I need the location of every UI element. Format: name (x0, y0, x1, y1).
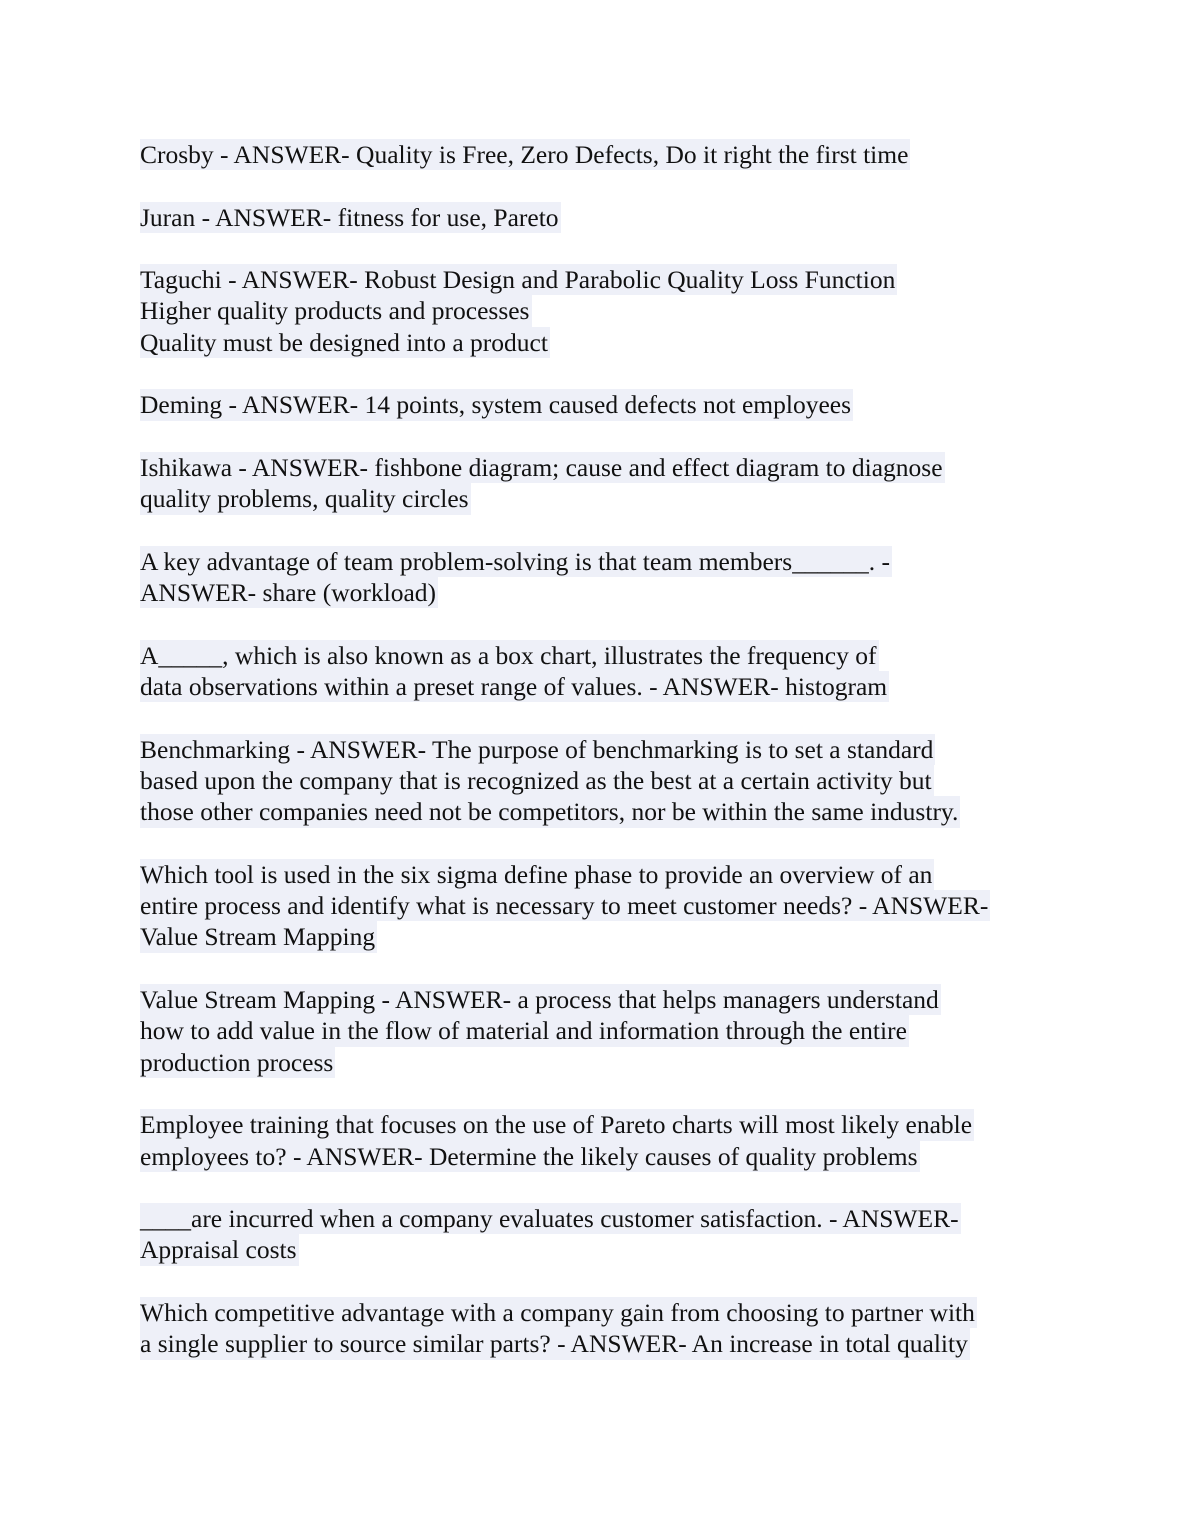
qa-line: Crosby - ANSWER- Quality is Free, Zero Defects, Do it right the first time (140, 140, 909, 169)
qa-line: Benchmarking - ANSWER- The purpose of benchmarking is to set a standard (140, 734, 934, 764)
qa-line: Appraisal costs (140, 1235, 297, 1265)
qa-line: Value Stream Mapping - ANSWER- a process that helps managers understand (140, 985, 939, 1015)
qa-line: based upon the company that is recognized as the best at a certain activity but (140, 765, 932, 795)
qa-item-single-supplier (140, 1297, 1050, 1360)
qa-item-team-problem-solving (140, 546, 1050, 609)
qa-line: Higher quality products and processes (140, 296, 530, 326)
qa-line: Which competitive advantage with a company gain from choosing to partner with (140, 1297, 975, 1327)
qa-line: employees to? - ANSWER- Determine the likely causes of quality problems (140, 1141, 918, 1171)
qa-line: Ishikawa - ANSWER- fishbone diagram; cause and effect diagram to diagnose (140, 452, 943, 482)
qa-item-benchmarking (140, 734, 1050, 828)
qa-line: Which tool is used in the six sigma define phase to provide an overview of an (140, 859, 933, 889)
qa-line: how to add value in the flow of material and information through the entire (140, 1016, 907, 1046)
qa-line: Juran - ANSWER- fitness for use, Pareto (140, 202, 559, 232)
qa-line: data observations within a preset range of values. - ANSWER- histogram (140, 672, 888, 702)
qa-line: Deming - ANSWER- 14 points, system caused defects not employees (140, 390, 852, 420)
qa-item-taguchi (140, 264, 1050, 358)
qa-item-crosby (140, 139, 1050, 170)
qa-item-appraisal-costs (140, 1203, 1050, 1266)
qa-item-value-stream-mapping (140, 984, 1050, 1078)
qa-line: Quality must be designed into a product (140, 327, 548, 357)
qa-line: A key advantage of team problem-solving is that team members______. - (140, 546, 890, 576)
qa-line: those other companies need not be competitors, nor be within the same industry. (140, 797, 959, 827)
qa-line: ANSWER- share (workload) (140, 578, 437, 608)
document-page (140, 139, 1050, 1391)
qa-line: entire process and identify what is necessary to meet customer needs? - ANSWER- (140, 891, 989, 921)
qa-line: ____are incurred when a company evaluates customer satisfaction. - ANSWER- (140, 1204, 959, 1234)
qa-item-ishikawa (140, 452, 1050, 515)
qa-line: A_____, which is also known as a box chart, illustrates the frequency of (140, 640, 877, 670)
qa-line: Value Stream Mapping (140, 922, 376, 952)
qa-item-six-sigma-tool (140, 859, 1050, 953)
qa-line: quality problems, quality circles (140, 484, 469, 514)
qa-item-deming (140, 389, 1050, 420)
qa-item-juran (140, 202, 1050, 233)
qa-line: Taguchi - ANSWER- Robust Design and Parabolic Quality Loss Function (140, 265, 896, 295)
qa-line: a single supplier to source similar parts? - ANSWER- An increase in total quality (140, 1329, 968, 1359)
qa-item-pareto-training (140, 1109, 1050, 1172)
qa-line: production process (140, 1047, 334, 1077)
qa-line: Employee training that focuses on the use of Pareto charts will most likely enable (140, 1110, 973, 1140)
qa-item-histogram (140, 640, 1050, 703)
